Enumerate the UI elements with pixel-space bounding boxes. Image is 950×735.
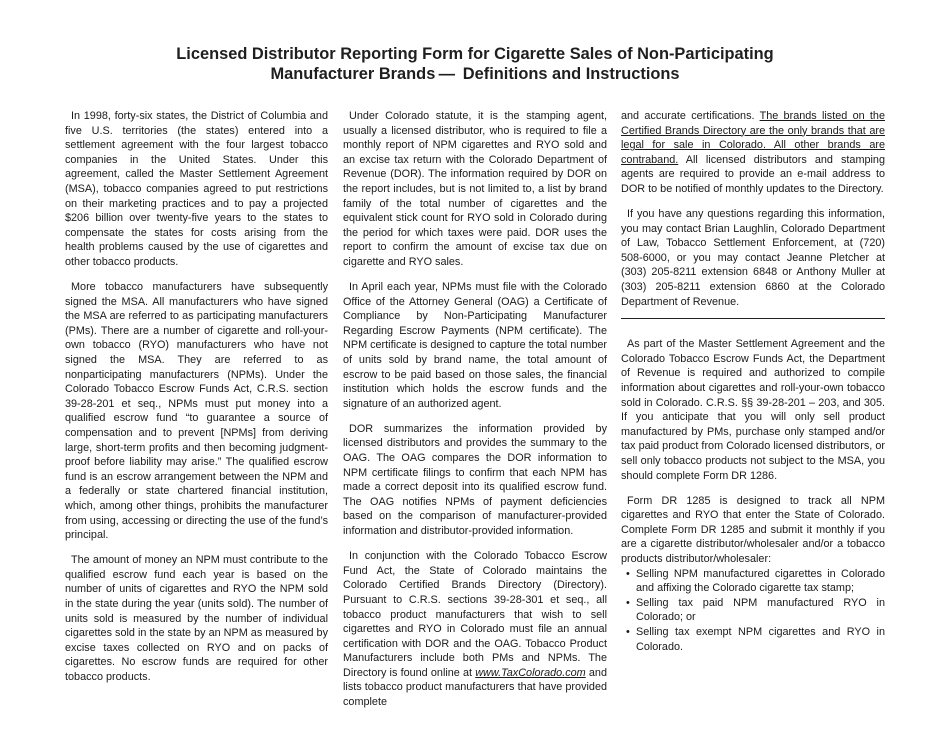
title-line-2: Manufacturer Brands — Definitions and Instructions [270, 65, 680, 83]
paragraph-certifications-continued [621, 109, 885, 197]
paragraph-contacts: If you have any questions regarding this information, you may contact Brian Laughlin, Colorado Department of Law, Tobacco Settlement Enforcement, at (720) 508-6000, or you may contact Jeanne Pletcher at (303) 205-8211 extension 6848 or Anthony Muller at (303) 205-8211 extension 6860 at the Colorado Department of Revenue. [621, 208, 885, 308]
certifications-text-start: and accurate certifications. [621, 110, 760, 122]
column-1 [65, 109, 328, 685]
certifications-text-end: All licensed distributors and stamping agents are required to provide an e-mail address to DOR to be notified of monthly updates to the Directory. [621, 153, 885, 195]
list-item: • Selling tax exempt NPM cigarettes and RYO in Colorado. [621, 625, 885, 654]
paragraph-msa-history: In 1998, forty-six states, the District of Columbia and five U.S. territories (the states) entered into a settlement agreement with the four largest tobacco companies in the United States. Under this agreement, called the Master Settlement Agreement (MSA), tobacco companies agreed to put restrictions on their marketing practices and to pay a projected $206 billion over twenty-five years to the states to compensate the states for costs arising from the health problems caused by the use of cigarettes and other tobacco products. [65, 110, 328, 268]
paragraph-dor-authority: As part of the Master Settlement Agreement and the Colorado Tobacco Escrow Funds Act, the Department of Revenue is required and authorized to compile information about cigarettes and roll-your-own tobacco sold in Colorado. C.R.S. §§ 39-28-201 – 203, and 305. If you anticipate that you will only sell product manufactured by PMs, purchase only stamped and/or tax paid product from Colorado licensed distributors, or sell only tobacco products not subject to the MSA, you should complete Form DR 1286. [621, 338, 885, 482]
directory-text-end: and lists tobacco product manufacturers that have provided complete [343, 666, 607, 709]
list-item: • Selling tax paid NPM manufactured RYO in Colorado; or [621, 596, 885, 625]
paragraph-escrow-amount: The amount of money an NPM must contribute to the qualified escrow fund each year is based on the number of units of cigarettes and RYO the NPM sold in the state during the year (units sold). The number of units sold is measured by the number of individual cigarettes sold in the state by an NPM as measured by excise taxes collected on RYO and on packs of cigarettes. No escrow funds are required for other tobacco products. [65, 554, 328, 683]
column-2 [343, 109, 607, 710]
paragraph-stamping-agent: Under Colorado statute, it is the stamping agent, usually a licensed distributor, who is required to file a monthly report of NPM cigarettes and RYO sold and an excise tax return with the Colorado Department of Revenue (DOR). The information required by DOR on the report includes, but is not limited to, a list by brand family of the total number of cigarettes and the equivalent stick count for RYO sold in Colorado during the period for which taxes were paid. DOR uses the report to confirm the amount of excise tax due on cigarette and RYO sales. [343, 110, 607, 268]
paragraph-form-dr1285: Form DR 1285 is designed to track all NPM cigarettes and RYO that enter the State of Colorado. Complete Form DR 1285 and submit it monthly if you are a cigarette distributor/wholesaler and/or a tobacco products distributor/wholesaler: [621, 494, 885, 566]
paragraph-dor-summary: DOR summarizes the information provided by licensed distributors and provides the summary to the OAG. The OAG compares the DOR information to NPM certificate filings to confirm that each NPM has made a correct deposit into its qualified escrow fund. The OAG notifies NPMs of payment deficiencies based on the comparison of manufacturer-provided information and distributor-provided information. [343, 422, 607, 538]
paragraph-certified-brands-directory [343, 549, 607, 710]
paragraph-npm-definition: More tobacco manufacturers have subsequently signed the MSA. All manufacturers who have signed the MSA are referred to as participating manufacturers (PMs). There are a number of cigarette and roll-your-own tobacco (RYO) manufacturers who have not signed the MSA. They are referred to as nonparticipating manufacturers (NPMs). Under the Colorado Tobacco Escrow Funds Act, C.R.S. section 39-28-201 et seq., NPMs must put money into a qualified escrow fund “to guarantee a source of compensation and to prevent [NPMs] from deriving large, short-term profits and then becoming judgment-proof before liability may arise.” The qualified escrow fund is an escrow arrangement between the NPM and a federally or state chartered financial institution, which, among other things, prohibits the manufacturer from using, accessing or directing the use of the fund’s principal. [65, 281, 328, 542]
column-3 [621, 109, 885, 654]
directory-text-start: In conjunction with the Colorado Tobacco Escrow Fund Act, the State of Colorado maintains the Colorado Certified Brands Directory (Directory). Pursuant to C.R.S. sections 39-28-301 et seq., all tobacco product manufacturers that wish to sell cigarettes and RYO in Colorado must file an annual certification with DOR and the OAG. Tobacco Product Manufacturers include both PMs and NPMs. The Directory is found online at [343, 550, 607, 679]
section-divider [621, 318, 885, 319]
contraband-notice: The brands listed on the Certified Brands Directory are the only brands that are legal for sale in Colorado. All other brands are contraband. [621, 110, 885, 166]
title-line-1: Licensed Distributor Reporting Form for Cigarette Sales of Non-Participating [176, 45, 774, 63]
filing-conditions-list [621, 567, 885, 655]
list-item: • Selling NPM manufactured cigarettes in Colorado and affixing the Colorado cigarette tax stamp; [621, 567, 885, 596]
paragraph-npm-certificate: In April each year, NPMs must file with the Colorado Office of the Attorney General (OAG) a Certificate of Compliance by Non-Participating Manufacturer Regarding Escrow Payments (NPM certificate). The NPM certificate is designed to capture the total number of units sold by brand name, the total amount of escrow to be paid based on those sales, the financial institution which holds the escrow funds and the signature of an authorized agent. [343, 281, 607, 410]
page-title [0, 44, 950, 84]
taxcolorado-link[interactable]: www.TaxColorado.com [475, 666, 586, 679]
